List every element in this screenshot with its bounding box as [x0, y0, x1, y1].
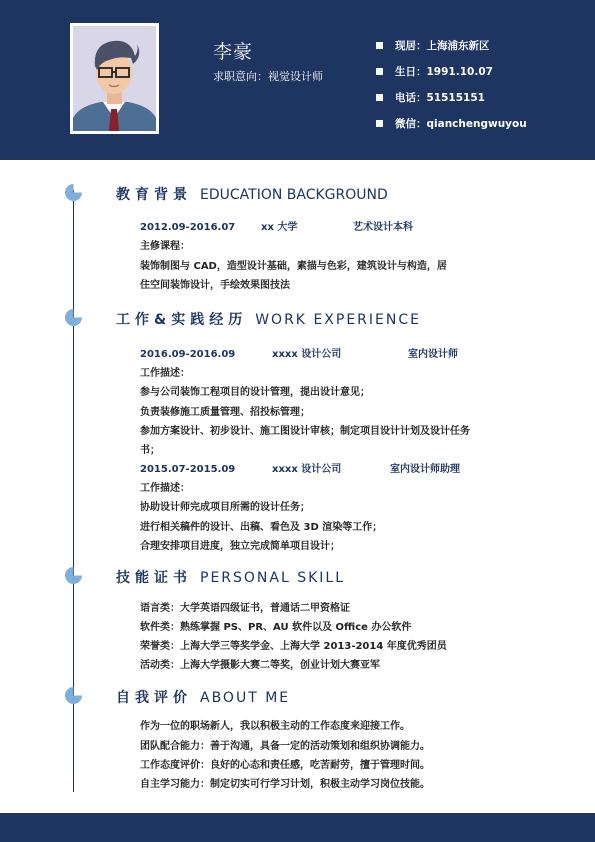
edu-period: 2012.09-2016.07 [140, 222, 236, 233]
section-marker-icon [65, 309, 82, 326]
edu-school: xx 大学 [261, 222, 298, 233]
section-title-skills: 技能证书 PERSONAL SKILL [116, 570, 346, 586]
section-marker-icon [65, 687, 82, 704]
birthday-text: 生日：1991.10.07 [395, 66, 493, 78]
candidate-name: 李豪 [213, 41, 254, 63]
job-desc-line: 参与公司装饰工程项目的设计管理，提出设计意见； [140, 387, 370, 398]
job-intent: 求职意向：视觉设计师 [213, 70, 323, 83]
phone-text: 电话：51515151 [395, 92, 485, 104]
square-bullet-icon [376, 42, 383, 49]
job-desc-line: 进行相关稿件的设计、出稿、看色及 3D 渲染等工作； [140, 522, 383, 533]
job-desc-label: 工作描述： [140, 368, 190, 379]
job-desc-line: 参加方案设计、初步设计、施工图设计审核；制定项目设计计划及设计任务 [140, 426, 470, 437]
section-marker-icon [65, 184, 82, 201]
job-desc-label: 工作描述： [140, 483, 190, 494]
about-line: 作为一位的职场新人，我以积极主动的工作态度来迎接工作。 [140, 721, 410, 732]
edu-courses-line: 住空间装饰设计，手绘效果图技法 [140, 280, 290, 291]
job-desc-line: 协助设计师完成项目所需的设计任务； [140, 502, 310, 513]
profile-photo [70, 23, 159, 134]
square-bullet-icon [376, 94, 383, 101]
wechat-text: 微信：qianchengwuyou [395, 118, 527, 130]
job-desc-line: 负责装修施工质量管理、招投标管理； [140, 407, 310, 418]
skill-line: 荣誉类：上海大学三等奖学金、上海大学 2013-2014 年度优秀团员 [140, 641, 447, 652]
square-bullet-icon [376, 120, 383, 127]
edu-courses-label: 主修课程： [140, 241, 190, 252]
section-title-about: 自我评价 ABOUT ME [116, 690, 291, 706]
avatar-illustration [73, 26, 156, 131]
footer-band [0, 813, 595, 842]
job-desc-line: 书； [140, 445, 160, 456]
skill-line: 活动类：上海大学摄影大赛二等奖，创业计划大赛亚军 [140, 660, 380, 671]
about-line: 团队配合能力：善于沟通，具备一定的活动策划和组织协调能力。 [140, 741, 430, 752]
job-position: 室内设计师助理 [390, 464, 460, 475]
about-line: 自主学习能力：制定切实可行学习计划，积极主动学习岗位技能。 [140, 779, 430, 790]
job-company: xxxx 设计公司 [272, 349, 342, 360]
job-position: 室内设计师 [408, 349, 458, 360]
edu-courses-line: 装饰制图与 CAD，造型设计基础，素描与色彩，建筑设计与构造，居 [140, 261, 447, 272]
skill-line: 软件类：熟练掌握 PS、PR、AU 软件以及 Office 办公软件 [140, 622, 412, 633]
section-title-education: 教育背景 EDUCATION BACKGROUND [116, 187, 388, 203]
section-title-work: 工作&实践经历 WORK EXPERIENCE [116, 312, 421, 328]
skill-line: 语言类：大学英语四级证书，普通话二甲资格证 [140, 603, 350, 614]
header-banner [0, 0, 595, 160]
job-period: 2015.07-2015.09 [140, 464, 236, 475]
job-company: xxxx 设计公司 [272, 464, 342, 475]
location-text: 现居：上海浦东新区 [395, 40, 490, 52]
about-line: 工作态度评价：良好的心态和责任感，吃苦耐劳，擅于管理时间。 [140, 760, 430, 771]
section-marker-icon [65, 567, 82, 584]
edu-major: 艺术设计本科 [353, 222, 413, 233]
job-desc-line: 合理安排项目进度，独立完成简单项目设计； [140, 541, 340, 552]
square-bullet-icon [376, 68, 383, 75]
job-period: 2016.09-2016.09 [140, 349, 236, 360]
